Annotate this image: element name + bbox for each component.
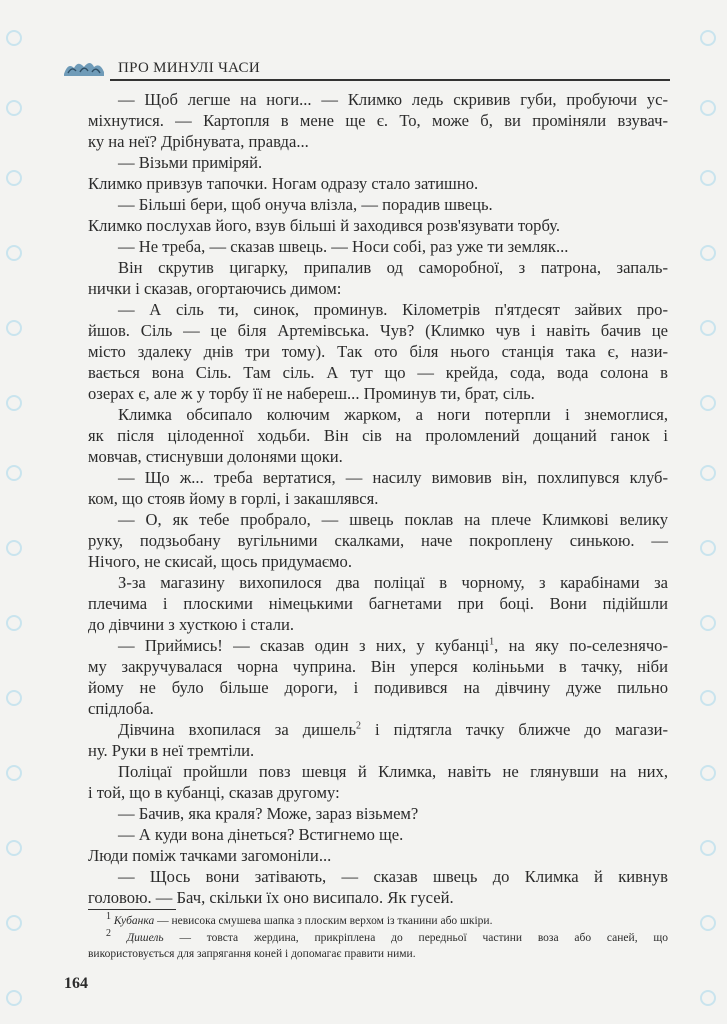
watermark-logo-icon	[6, 30, 22, 46]
footnote-marker: 2	[356, 720, 362, 732]
text-line: спідлоба.	[88, 699, 154, 718]
text-line: З-за магазину вихопилося два поліцаї в чорному, з карабінами за	[118, 573, 668, 592]
watermark-logo-icon	[6, 320, 22, 336]
footnote-marker: 1	[489, 636, 495, 648]
text-line: Поліцаї пройшли повз шевця й Климка, навіть не глянувши на них,	[118, 762, 668, 781]
paragraph	[88, 152, 668, 173]
header-rule	[110, 79, 670, 81]
footnote-line	[88, 913, 668, 930]
text-line: Він скрутив цигарку, припалив од саморобної, з патрона, запаль-	[118, 258, 668, 277]
text-line: руку, подзьобану вугільними скалками, наче покроплену синькою. —	[88, 531, 668, 550]
text-line: — Не треба, — сказав швець. — Носи собі, раз уже ти земляк...	[118, 237, 569, 256]
ornament-icon	[62, 58, 106, 78]
text-line: міхнутися. — Картопля в мене ще є. То, може б, ви проміняли взувач-	[88, 111, 668, 130]
text-line: — Візьми приміряй.	[118, 153, 263, 172]
watermark-logo-icon	[6, 840, 22, 856]
footnote-separator	[88, 909, 176, 910]
section-title: ПРО МИНУЛІ ЧАСИ	[118, 60, 260, 76]
footnotes	[88, 913, 668, 963]
watermark-logo-icon	[700, 100, 716, 116]
paragraph	[88, 509, 668, 572]
watermark-logo-icon	[6, 915, 22, 931]
text-line: мовчав, стиснувши долонями щоки.	[88, 447, 343, 466]
watermark-logo-icon	[700, 30, 716, 46]
text-segment: , на яку по-селезнячо-	[494, 636, 668, 655]
watermark-logo-icon	[700, 395, 716, 411]
text-line: — Більші бери, щоб онуча влізла, — порадив швець.	[118, 195, 493, 214]
paragraph	[88, 173, 668, 194]
watermark-logo-icon	[6, 395, 22, 411]
text-line: — Щось вони затівають, — сказав швець до Климка й кивнув	[118, 867, 668, 886]
text-segment: — Приймись! — сказав один з них, у кубанці	[118, 636, 490, 655]
paragraph	[88, 299, 668, 404]
text-line: місто здалеку днів три тому). Так ото біля нього станція така є, нази-	[88, 342, 668, 361]
watermark-logo-icon	[700, 465, 716, 481]
text-line: плечима і плоскими німецькими багнетами при боці. Вони підійшли	[88, 594, 668, 613]
paragraph	[88, 236, 668, 257]
footnote-text: використовується для запрягання коней і допомагає правити ними.	[88, 948, 416, 960]
running-header	[58, 56, 670, 82]
text-line: ну. Руки в неї тремтіли.	[88, 741, 255, 760]
text-line: ку на неї? Дрібнувата, правда...	[88, 132, 309, 151]
text-line: Климко послухав його, взув більші й заходився розв'язувати торбу.	[88, 216, 561, 235]
watermark-logo-icon	[6, 765, 22, 781]
page-number: 164	[64, 975, 88, 992]
watermark-logo-icon	[700, 690, 716, 706]
text-line: — Бачив, яка краля? Може, зараз візьмем?	[118, 804, 419, 823]
text-line: головою. — Бач, скільки їх оно висипало. Як гусей.	[88, 888, 454, 907]
footnote-number: 2	[106, 927, 111, 939]
watermark-logo-icon	[6, 690, 22, 706]
watermark-logo-icon	[700, 245, 716, 261]
text-line: — О, як тебе пробрало, — швець поклав на плече Климкові велику	[118, 510, 668, 529]
paragraph	[88, 719, 668, 761]
text-line: нички і сказав, огортаючись димом:	[88, 279, 342, 298]
watermark-logo-icon	[6, 170, 22, 186]
watermark-logo-icon	[700, 765, 716, 781]
footnote-number: 1	[106, 911, 111, 923]
paragraph	[88, 845, 668, 866]
paragraph	[88, 215, 668, 236]
footnote-line	[88, 946, 668, 963]
watermark-logo-icon	[700, 320, 716, 336]
watermark-logo-icon	[6, 465, 22, 481]
watermark-logo-icon	[700, 840, 716, 856]
footnote-term: Дишель	[126, 931, 164, 944]
paragraph	[88, 467, 668, 509]
text-line: вається вона Сіль. Там сіль. А тут що — крейда, сода, вода солона в	[88, 363, 668, 382]
text-segment: Дівчина вхопилася за дишель	[118, 720, 357, 739]
text-line: Климко привзув тапочки. Ногам одразу стало затишно.	[88, 174, 479, 193]
text-line: йому не було більше дороги, і подивився на дівчину дуже пильно	[88, 678, 668, 697]
watermark-logo-icon	[700, 170, 716, 186]
watermark-logo-icon	[6, 990, 22, 1006]
watermark-logo-icon	[700, 615, 716, 631]
paragraph	[88, 803, 668, 824]
footnote	[88, 927, 668, 963]
text-line: Люди поміж тачками загомоніли...	[88, 846, 332, 865]
paragraph	[88, 257, 668, 299]
text-line: Климка обсипало колючим жарком, а ноги потерпли і знемоглися,	[118, 405, 668, 424]
watermark-logo-icon	[6, 245, 22, 261]
text-line: Нічого, не скисай, щось придумаємо.	[88, 552, 353, 571]
text-line: і той, що в кубанці, сказав другому:	[88, 783, 340, 802]
text-line: — Щоб легше на ноги... — Климко ледь скривив губи, пробуючи ус-	[118, 90, 668, 109]
paragraph	[88, 761, 668, 803]
footnote-line	[88, 927, 668, 947]
watermark-logo-icon	[6, 540, 22, 556]
text-line: йшов. Сіль — це біля Артемівська. Чув? (Климко чув і навіть бачив це	[88, 321, 668, 340]
paragraph	[88, 635, 668, 719]
text-line: му закручувалася чорна чуприна. Він уперся колінььми в тачку, ніби	[88, 657, 668, 676]
watermark-logo-icon	[700, 540, 716, 556]
watermark-logo-icon	[700, 990, 716, 1006]
text-segment: і підтягла тачку ближче до магази-	[361, 720, 668, 739]
footnote-text: — невисока смушева шапка з плоским верхом із тканини або шкіри.	[154, 915, 493, 927]
text-line: ком, що стояв йому в горлі, і закашлявся.	[88, 489, 379, 508]
footnote-text: — товста жердина, прикріплена до передньої частини воза або саней, що	[163, 931, 668, 944]
paragraph	[88, 824, 668, 845]
text-line: до дівчини з хусткою і стали.	[88, 615, 295, 634]
paragraph	[88, 866, 668, 908]
text-line: — Що ж... треба вертатися, — насилу вимовив він, похлипувся клуб-	[118, 468, 668, 487]
text-line: як після цілоденної ходьби. Він сів на проломлений дощаний ганок і	[88, 426, 668, 445]
text-line	[88, 719, 668, 740]
paragraph	[88, 572, 668, 635]
story-text	[88, 89, 668, 908]
text-line: озерах є, але ж у торбу її не набереш... Проминув ти, брат, сіль.	[88, 384, 535, 403]
footnote	[88, 913, 668, 930]
text-line: — А куди вона дінеться? Встигнемо ще.	[118, 825, 404, 844]
watermark-logo-icon	[6, 100, 22, 116]
text-line: — А сіль ти, синок, проминув. Кілометрів п'ятдесят зайвих про-	[118, 300, 668, 319]
paragraph	[88, 404, 668, 467]
paragraph	[88, 194, 668, 215]
paragraph	[88, 89, 668, 152]
watermark-logo-icon	[6, 615, 22, 631]
text-line	[88, 635, 668, 656]
watermark-logo-icon	[700, 915, 716, 931]
footnote-term: Кубанка	[113, 915, 155, 927]
